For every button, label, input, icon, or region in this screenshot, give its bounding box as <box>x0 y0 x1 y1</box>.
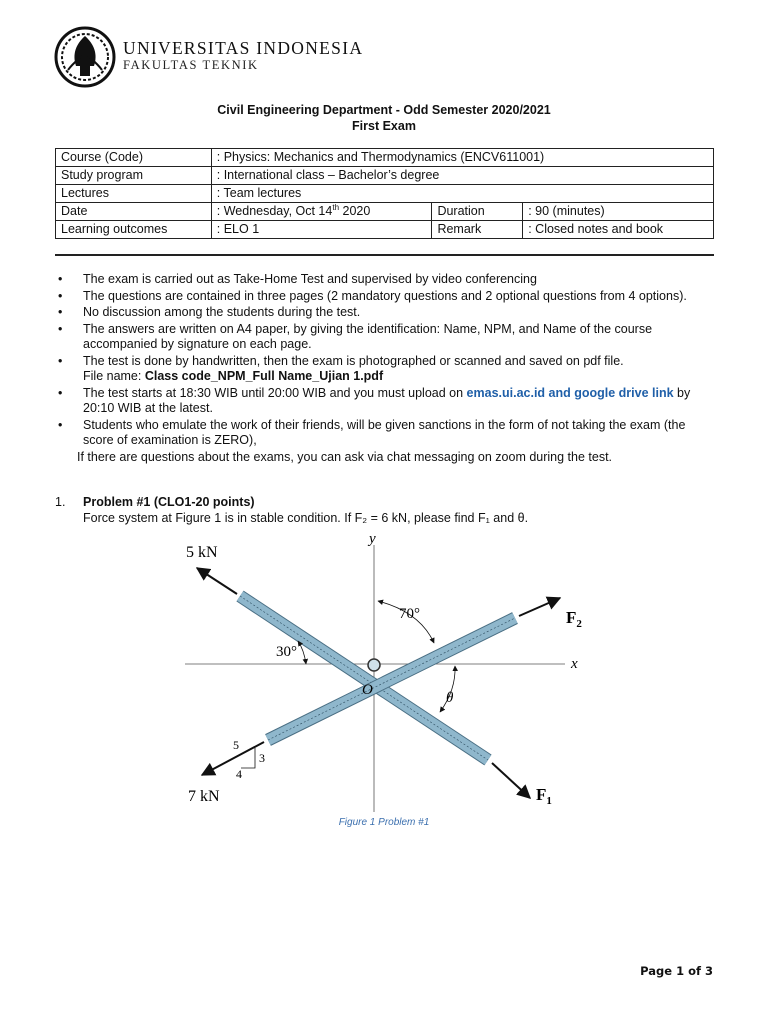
exam-rules-list <box>55 272 715 465</box>
force-diagram <box>180 528 600 813</box>
label-f2: $F_2$ <box>566 608 582 630</box>
outcomes-label: Learning outcomes <box>56 221 212 239</box>
list-item: • No discussion among the students during the test. <box>58 305 361 319</box>
label-slope-5: 5 <box>233 738 239 752</box>
rule-text: The test is done by handwritten, then the exam is photographed or scanned and saved on pdf file. <box>83 353 624 368</box>
label-7kn: 7 kN <box>188 788 220 805</box>
date-value-year: 2020 <box>339 204 371 218</box>
file-name-label: File name: <box>83 369 145 383</box>
university-logo <box>54 26 116 88</box>
file-name-format: Class code_NPM_Full Name_Ujian 1.pdf <box>144 369 384 383</box>
force-f1-arrow <box>492 763 530 798</box>
label-slope-3: 3 <box>259 751 265 765</box>
force-f2-arrow <box>519 598 560 616</box>
problem-number: 1. <box>55 495 66 509</box>
date-value-suffix: th <box>332 202 340 212</box>
table-row <box>56 221 714 239</box>
duration-value: : 90 (minutes) <box>523 203 714 221</box>
program-label: Study program <box>56 167 212 185</box>
list-item: • The questions are contained in three pages (2 mandatory questions and 2 optional questions from 4 options). <box>58 288 687 303</box>
list-item: • The test is done by handwritten, then the exam is photographed or scanned and saved on pdf file. File name: Class code_NPM_Full Name_Ujian 1.pdf <box>58 353 624 383</box>
date-value-main: : Wednesday, Oct 14 <box>216 204 333 218</box>
rule-text: Students who emulate the work of their friends, will be given sanctions in the form of not taking the exam (the score of examination is ZERO), <box>83 417 686 447</box>
page-number: Page 1 of 3 <box>640 964 713 978</box>
rule-text: The questions are contained in three pages (2 mandatory questions and 2 optional questions from 4 options). <box>83 288 687 303</box>
course-info-table <box>55 148 714 239</box>
label-slope-4: 4 <box>236 767 242 781</box>
figure-caption: Figure 1 Problem #1 <box>338 817 430 828</box>
list-item: • The answers are written on A4 paper, by giving the identification: Name, NPM, and Name of the course accompanied by signature on each page. <box>58 321 653 351</box>
list-item: • Students who emulate the work of their friends, will be given sanctions in the form of not taking the exam (the score of examination is ZERO), <box>58 417 686 447</box>
duration-label: Duration <box>432 203 523 221</box>
program-value: : International class – Bachelor’s degree <box>211 167 713 185</box>
course-value: : Physics: Mechanics and Thermodynamics (ENCV611001) <box>211 149 713 167</box>
label-30deg: 30° <box>276 644 297 660</box>
rule-text: No discussion among the students during the test. <box>83 305 361 319</box>
label-y: y <box>369 531 376 547</box>
rule-text: by 20:10 WIB at the latest. <box>83 385 691 415</box>
upload-link[interactable]: emas.ui.ac.id and google drive link <box>466 385 674 400</box>
problem-block <box>55 494 528 526</box>
label-f1: $F_1$ <box>536 785 552 807</box>
university-name: UNIVERSITAS INDONESIA <box>123 38 364 58</box>
note-text: If there are questions about the exams, you can ask via chat messaging on zoom during the test. <box>77 449 613 464</box>
table-row <box>56 167 714 185</box>
label-70deg: 70° <box>399 606 420 622</box>
remark-value: : Closed notes and book <box>523 221 714 239</box>
problem-title: Problem #1 (CLO1-20 points) <box>83 495 255 509</box>
outcomes-value: : ELO 1 <box>211 221 432 239</box>
faculty-name: FAKULTAS TEKNIK <box>123 58 259 72</box>
table-row <box>56 185 714 203</box>
force-5kn-arrow <box>197 568 237 594</box>
remark-label: Remark <box>432 221 523 239</box>
rule-text: The test starts at 18:30 WIB until 20:00 WIB and you must upload on <box>83 385 467 400</box>
lectures-value: : Team lectures <box>211 185 713 203</box>
list-item: • The test starts at 18:30 WIB until 20:00 WIB and you must upload on emas.ui.ac.id and google drive link by 20:10 WIB at the latest. <box>58 385 691 415</box>
rule-text: The answers are written on A4 paper, by giving the identification: Name, NPM, and Name of the course accompanied by signature on each page. <box>83 321 653 351</box>
exam-title: Civil Engineering Department - Odd Semester 2020/2021 <box>217 103 551 117</box>
course-label: Course (Code) <box>56 149 212 167</box>
pin-joint <box>368 659 380 671</box>
label-5kn: 5 kN <box>186 544 218 561</box>
label-origin: O <box>362 682 373 698</box>
problem-text: Force system at Figure 1 is in stable condition. If F₂ = 6 kN, please find F₁ and θ. <box>83 511 529 525</box>
label-theta: θ <box>446 690 454 706</box>
exam-subtitle: First Exam <box>352 119 416 133</box>
list-item: • The exam is carried out as Take-Home Test and supervised by video conferencing <box>58 272 537 286</box>
date-value <box>211 203 432 221</box>
lectures-label: Lectures <box>56 185 212 203</box>
table-row <box>56 149 714 167</box>
label-x: x <box>571 656 578 672</box>
divider-line <box>55 254 714 256</box>
date-label: Date <box>56 203 212 221</box>
rule-text: The exam is carried out as Take-Home Test and supervised by video conferencing <box>83 272 537 286</box>
table-row <box>56 203 714 221</box>
